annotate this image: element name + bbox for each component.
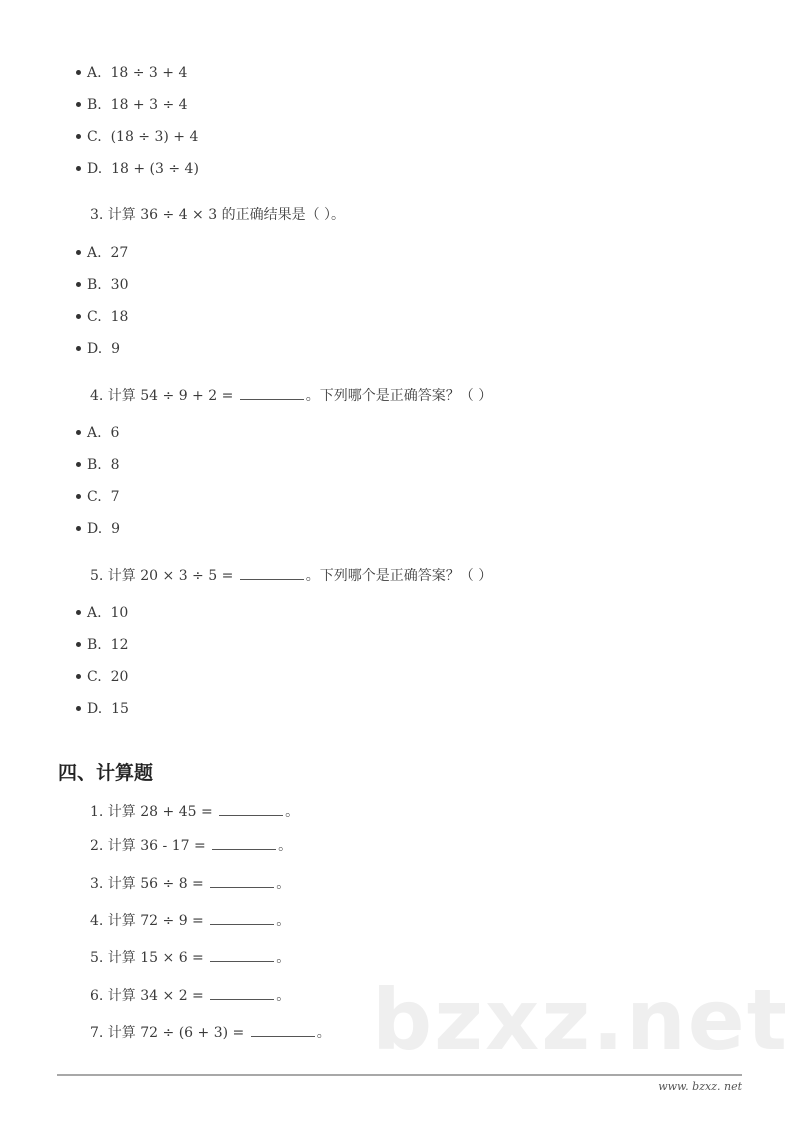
option-text: (18 ÷ 3) + 4 — [110, 129, 199, 145]
option-text: 6 — [110, 425, 120, 441]
q3-prompt: 3. 计算 36 ÷ 4 × 3 的正确结果是（ ）。 — [90, 207, 346, 223]
option-label: A. — [87, 65, 102, 81]
bullet-icon — [76, 250, 81, 255]
answer-blank[interactable] — [219, 801, 283, 816]
option-label: D. — [87, 341, 103, 357]
bullet-icon — [76, 526, 81, 531]
calc-end: 。 — [276, 988, 291, 1004]
calc-end: 。 — [276, 913, 291, 929]
calc-text: 1. 计算 28 + 45 = — [90, 804, 218, 820]
calc-item-1 — [90, 801, 299, 822]
q2-option-a — [76, 63, 187, 83]
option-label: C. — [87, 309, 102, 325]
bullet-icon — [76, 674, 81, 679]
calc-item-2 — [90, 835, 292, 856]
bullet-icon — [76, 102, 81, 107]
calc-item-3 — [90, 873, 290, 894]
answer-blank[interactable] — [240, 385, 304, 400]
option-text: 15 — [111, 701, 129, 717]
answer-blank[interactable] — [210, 910, 274, 925]
section-title: 四、计算题 — [58, 762, 154, 784]
bullet-icon — [76, 70, 81, 75]
option-text: 7 — [110, 489, 120, 505]
bullet-icon — [76, 166, 81, 171]
option-label: C. — [87, 129, 102, 145]
option-text: 18 ÷ 3 + 4 — [110, 65, 188, 81]
calc-item-7 — [90, 1022, 331, 1043]
q5-prompt — [90, 565, 492, 586]
option-label: B. — [87, 277, 102, 293]
calc-text: 6. 计算 34 × 2 = — [90, 988, 209, 1004]
bullet-icon — [76, 134, 81, 139]
q3-option-a — [76, 243, 128, 263]
calc-text: 4. 计算 72 ÷ 9 = — [90, 913, 209, 929]
option-text: 8 — [110, 457, 120, 473]
calc-item-4 — [90, 910, 290, 931]
q3-option-c — [76, 307, 128, 327]
bullet-icon — [76, 346, 81, 351]
bullet-icon — [76, 282, 81, 287]
prompt-text: 4. 计算 54 ÷ 9 + 2 = — [90, 388, 238, 404]
calc-text: 2. 计算 36 - 17 = — [90, 838, 211, 854]
bullet-icon — [76, 462, 81, 467]
calc-end: 。 — [278, 838, 293, 854]
calc-text: 3. 计算 56 ÷ 8 = — [90, 876, 209, 892]
q4-prompt — [90, 385, 492, 406]
q2-option-c — [76, 127, 198, 147]
q3-option-d — [76, 339, 120, 359]
footer-divider — [57, 1074, 742, 1076]
option-label: A. — [87, 425, 102, 441]
q3-option-b — [76, 275, 128, 295]
option-label: D. — [87, 161, 103, 177]
footer-url: www. bzxz. net — [658, 1080, 742, 1093]
q4-option-a — [76, 423, 119, 443]
answer-blank[interactable] — [212, 835, 276, 850]
bullet-icon — [76, 430, 81, 435]
calc-end: 。 — [285, 804, 300, 820]
bullet-icon — [76, 314, 81, 319]
prompt-text: 。下列哪个是正确答案？（ ） — [305, 568, 493, 584]
option-text: 27 — [110, 245, 129, 261]
q4-option-c — [76, 487, 120, 507]
option-label: D. — [87, 521, 103, 537]
prompt-text: 。下列哪个是正确答案？（ ） — [305, 388, 493, 404]
option-label: D. — [87, 701, 103, 717]
option-text: 18 + 3 ÷ 4 — [110, 97, 188, 113]
calc-item-5 — [90, 947, 290, 968]
option-text: 20 — [110, 669, 129, 685]
q4-option-d — [76, 519, 120, 539]
option-text: 30 — [110, 277, 129, 293]
answer-blank[interactable] — [210, 947, 274, 962]
option-label: A. — [87, 605, 102, 621]
bullet-icon — [76, 706, 81, 711]
option-label: B. — [87, 637, 102, 653]
q2-option-b — [76, 95, 188, 115]
calc-end: 。 — [276, 950, 291, 966]
option-label: C. — [87, 489, 102, 505]
option-label: A. — [87, 245, 102, 261]
calc-end: 。 — [316, 1025, 331, 1041]
option-label: B. — [87, 457, 102, 473]
answer-blank[interactable] — [210, 873, 274, 888]
watermark: bzxz.net — [372, 971, 789, 1069]
calc-text: 5. 计算 15 × 6 = — [90, 950, 209, 966]
q5-option-d — [76, 699, 129, 719]
option-text: 9 — [111, 341, 121, 357]
answer-blank[interactable] — [240, 565, 304, 580]
calc-text: 7. 计算 72 ÷ (6 + 3) = — [90, 1025, 249, 1041]
q2-option-d — [76, 159, 199, 179]
bullet-icon — [76, 642, 81, 647]
bullet-icon — [76, 610, 81, 615]
calc-end: 。 — [276, 876, 291, 892]
option-text: 18 + (3 ÷ 4) — [111, 161, 199, 177]
q5-option-b — [76, 635, 128, 655]
option-label: B. — [87, 97, 102, 113]
answer-blank[interactable] — [251, 1022, 315, 1037]
q4-option-b — [76, 455, 120, 475]
option-text: 9 — [111, 521, 121, 537]
prompt-text: 5. 计算 20 × 3 ÷ 5 = — [90, 568, 238, 584]
q5-option-a — [76, 603, 128, 623]
q5-option-c — [76, 667, 128, 687]
bullet-icon — [76, 494, 81, 499]
option-text: 18 — [110, 309, 129, 325]
answer-blank[interactable] — [210, 985, 274, 1000]
option-text: 12 — [110, 637, 129, 653]
calc-item-6 — [90, 985, 290, 1006]
option-label: C. — [87, 669, 102, 685]
option-text: 10 — [110, 605, 129, 621]
